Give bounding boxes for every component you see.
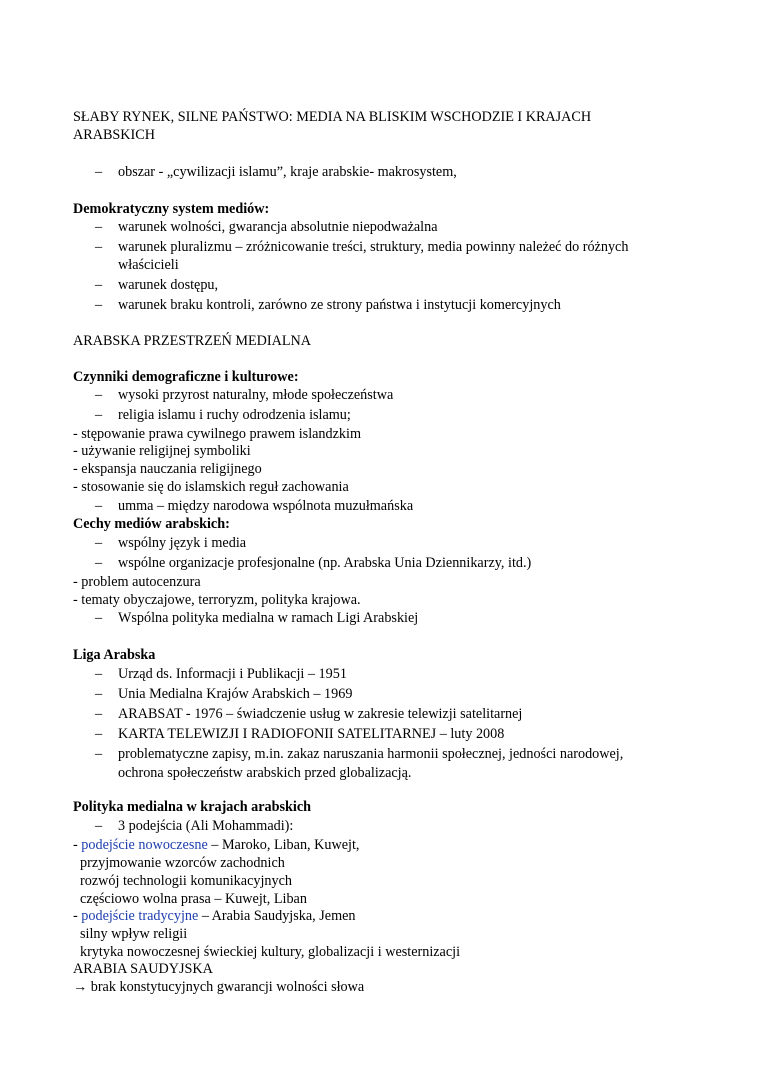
doc-title-line-1: SŁABY RYNEK, SILNE PAŃSTWO: MEDIA NA BLISKIM WSCHODZIE I KRAJACH <box>73 109 592 125</box>
factors-bullet-umma: umma – między narodowa wspólnota muzułmańska <box>118 498 414 514</box>
policy-heading: Polityka medialna w krajach arabskich <box>73 799 312 815</box>
bullet-dash: – <box>95 706 103 722</box>
saudi-heading: ARABIA SAUDYJSKA <box>73 961 213 977</box>
traditional-approach-line <box>73 907 356 925</box>
bullet-dash: – <box>95 726 103 742</box>
policy-bullet: 3 podejścia (Ali Mohammadi): <box>118 818 294 834</box>
bullet-dash: – <box>95 818 103 834</box>
modern-approach-countries: – Maroko, Liban, Kuwejt, <box>207 837 360 853</box>
features-bullet: wspólny język i media <box>118 535 247 551</box>
modern-line: rozwój technologii komunikacyjnych <box>80 873 292 889</box>
democratic-item: warunek pluralizmu – zróżnicowanie treści, struktury, media powinny należeć do różnych <box>118 239 629 255</box>
traditional-approach-countries: – Arabia Saudyjska, Jemen <box>198 908 356 924</box>
modern-approach-link[interactable]: podejście nowoczesne <box>81 837 208 853</box>
bullet-dash: – <box>95 407 103 423</box>
factors-heading: Czynniki demograficzne i kulturowe: <box>73 369 299 385</box>
factors-bullet: wysoki przyrost naturalny, młode społeczeństwa <box>118 387 394 403</box>
factors-line: - stosowanie się do islamskich reguł zachowania <box>73 479 349 495</box>
traditional-line: silny wpływ religii <box>80 926 188 942</box>
democratic-item-continued: właścicieli <box>118 257 179 273</box>
arab-space-heading: ARABSKA PRZESTRZEŃ MEDIALNA <box>73 333 312 349</box>
league-item: Urząd ds. Informacji i Publikacji – 1951 <box>118 666 347 682</box>
democratic-item: warunek wolności, gwarancja absolutnie niepodważalna <box>118 219 438 235</box>
bullet-dash: – <box>95 219 103 235</box>
democratic-heading: Demokratyczny system mediów: <box>73 201 270 217</box>
factors-line: - używanie religijnej symboliki <box>73 443 251 459</box>
features-line: - problem autocenzura <box>73 574 201 590</box>
democratic-item: warunek dostępu, <box>118 277 219 293</box>
league-item: problematyczne zapisy, m.in. zakaz naruszania harmonii społecznej, jedności narodowej, <box>118 746 624 762</box>
bullet-dash: – <box>95 164 103 180</box>
traditional-prefix: - <box>73 908 82 924</box>
traditional-approach-link[interactable]: podejście tradycyjne <box>81 908 199 924</box>
saudi-arrow-line <box>73 978 364 996</box>
league-item: ARABSAT - 1976 – świadczenie usług w zakresie telewizji satelitarnej <box>118 706 523 722</box>
features-bullet: wspólne organizacje profesjonalne (np. Arabska Unia Dziennikarzy, itd.) <box>118 555 532 571</box>
league-item: Unia Medialna Krajów Arabskich – 1969 <box>118 686 353 702</box>
league-heading: Liga Arabska <box>73 647 156 663</box>
modern-approach-line <box>73 836 359 854</box>
league-item: KARTA TELEWIZJI I RADIOFONII SATELITARNEJ – luty 2008 <box>118 726 505 742</box>
modern-line: częściowo wolna prasa – Kuwejt, Liban <box>80 891 307 907</box>
bullet-dash: – <box>95 498 103 514</box>
modern-prefix: - <box>73 837 82 853</box>
bullet-dash: – <box>95 610 103 626</box>
factors-line: - stępowanie prawa cywilnego prawem islandzkim <box>73 426 361 442</box>
saudi-arrow-text: brak konstytucyjnych gwarancji wolności słowa <box>90 979 365 995</box>
bullet-dash: – <box>95 686 103 702</box>
bullet-dash: – <box>95 387 103 403</box>
doc-title-line-2: ARABSKICH <box>73 127 155 143</box>
features-heading: Cechy mediów arabskich: <box>73 516 230 532</box>
features-line: - tematy obyczajowe, terroryzm, polityka krajowa. <box>73 592 361 608</box>
bullet-dash: – <box>95 277 103 293</box>
league-item-continued: ochrona społeczeństw arabskich przed globalizacją. <box>118 765 412 781</box>
bullet-dash: – <box>95 297 103 313</box>
modern-line: przyjmowanie wzorców zachodnich <box>80 855 285 871</box>
right-arrow-icon: → <box>73 979 88 995</box>
features-bullet-policy: Wspólna polityka medialna w ramach Ligi Arabskiej <box>118 610 419 626</box>
bullet-dash: – <box>95 666 103 682</box>
factors-line: - ekspansja nauczania religijnego <box>73 461 262 477</box>
bullet-dash: – <box>95 535 103 551</box>
bullet-dash: – <box>95 746 103 762</box>
traditional-line: krytyka nowoczesnej świeckiej kultury, globalizacji i westernizacji <box>80 944 461 960</box>
bullet-dash: – <box>95 239 103 255</box>
democratic-item: warunek braku kontroli, zarówno ze strony państwa i instytucji komercyjnych <box>118 297 561 313</box>
bullet-dash: – <box>95 555 103 571</box>
intro-bullet: obszar - „cywilizacji islamu”, kraje arabskie- makrosystem, <box>118 164 457 180</box>
factors-bullet: religia islamu i ruchy odrodzenia islamu; <box>118 407 351 423</box>
